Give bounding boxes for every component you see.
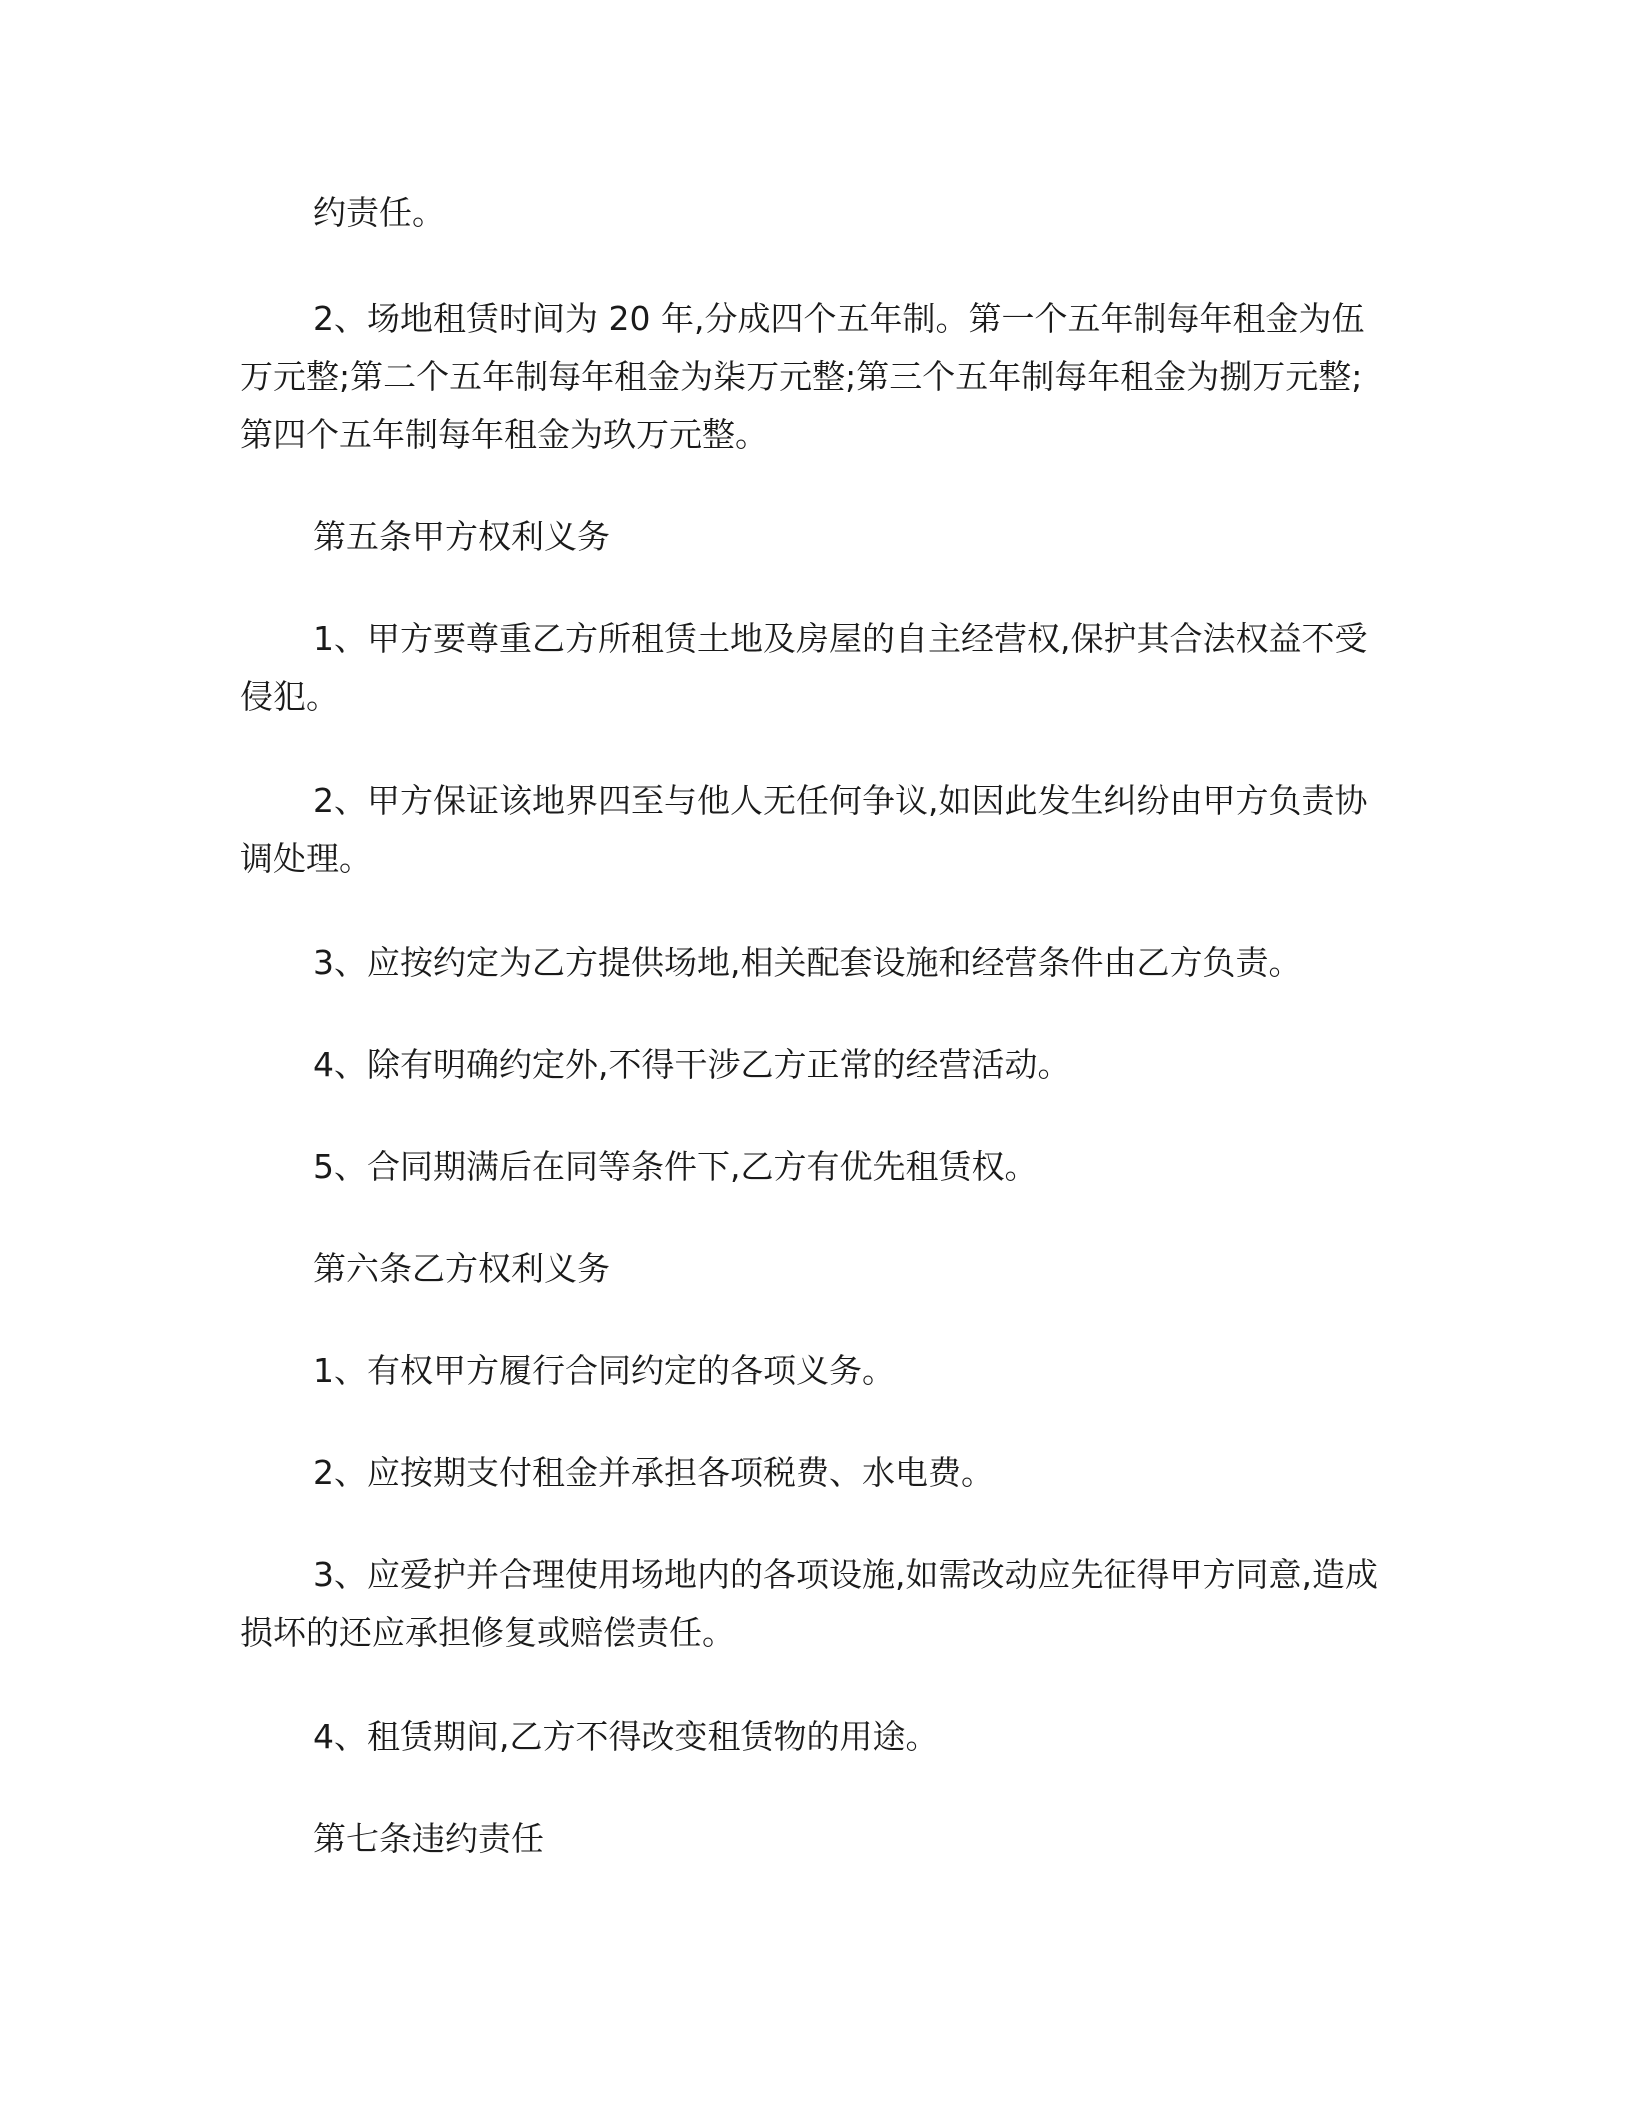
article-6-item-2: 2、应按期支付租金并承担各项税费、水电费。 <box>313 1453 994 1492</box>
article-6-item-1: 1、有权甲方履行合同约定的各项义务。 <box>313 1351 895 1390</box>
article-6-heading: 第六条乙方权利义务 <box>313 1249 610 1288</box>
article-5-item-3: 3、应按约定为乙方提供场地,相关配套设施和经营条件由乙方负责。 <box>313 943 1302 982</box>
article-5-item-2: 2、甲方保证该地界四至与他人无任何争议,如因此发生纠纷由甲方负责协调处理。 <box>240 781 1368 878</box>
article-5-item-1: 1、甲方要尊重乙方所租赁土地及房屋的自主经营权,保护其合法权益不受侵犯。 <box>240 619 1368 716</box>
article-6-item-3: 3、应爱护并合理使用场地内的各项设施,如需改动应先征得甲方同意,造成损坏的还应承担修复或赔偿责任。 <box>240 1555 1378 1652</box>
continuation-paragraph: 约责任。 <box>313 193 445 232</box>
article-7-heading: 第七条违约责任 <box>313 1819 544 1858</box>
article-5-heading: 第五条甲方权利义务 <box>313 517 610 556</box>
article-5-item-5: 5、合同期满后在同等条件下,乙方有优先租赁权。 <box>313 1147 1038 1186</box>
rent-clause-paragraph: 2、场地租赁时间为 20 年,分成四个五年制。第一个五年制每年租金为伍万元整;第二个五年制每年租金为柒万元整;第三个五年制每年租金为捌万元整;第四个五年制每年租金为玖万元整。 <box>240 299 1365 454</box>
article-6-item-4: 4、租赁期间,乙方不得改变租赁物的用途。 <box>313 1717 939 1756</box>
article-5-item-4: 4、除有明确约定外,不得干涉乙方正常的经营活动。 <box>313 1045 1071 1084</box>
